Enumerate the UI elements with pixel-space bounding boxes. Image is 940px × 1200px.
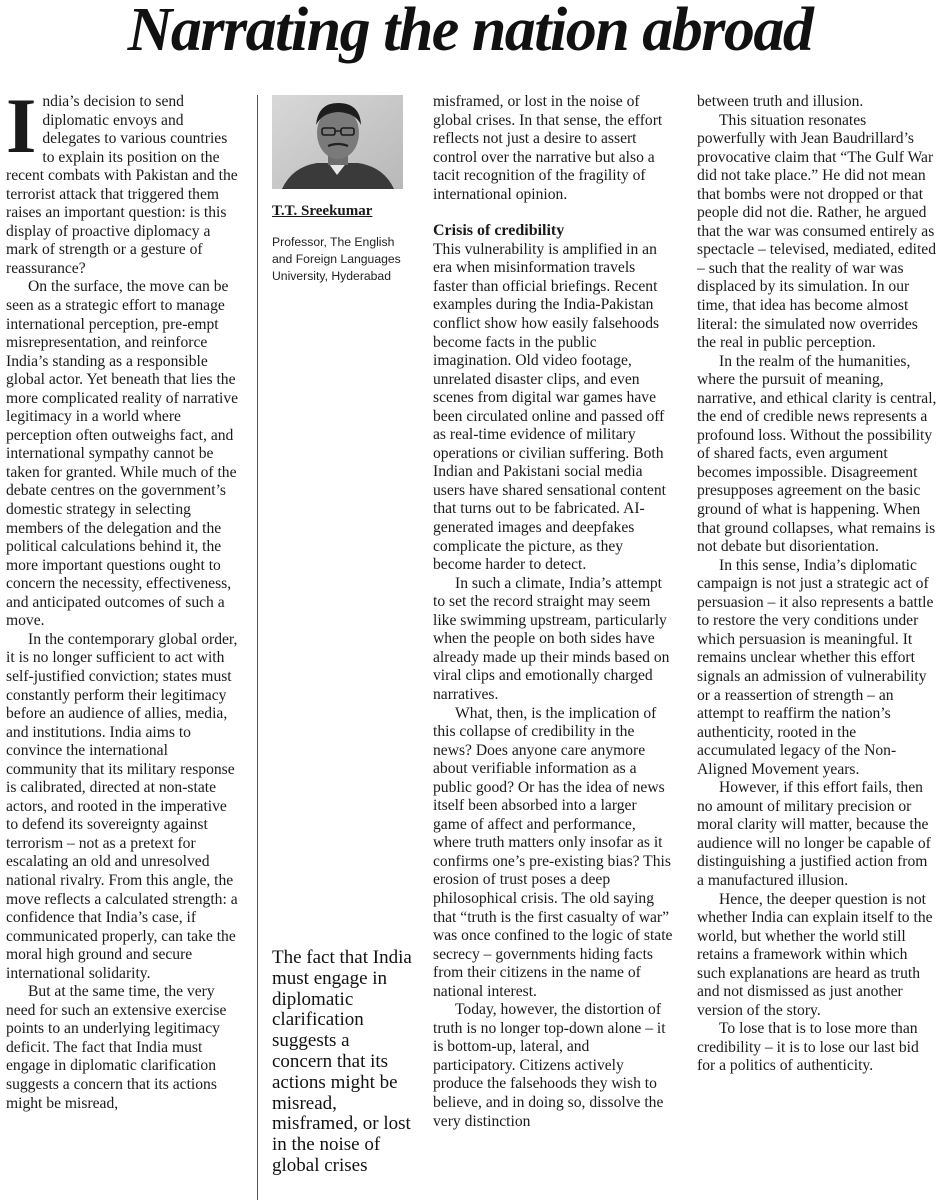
author-name: T.T. Sreekumar <box>272 203 373 219</box>
article-column-3 <box>433 93 673 1200</box>
article-column-4 <box>697 93 937 1200</box>
paragraph: However, if this effort fails, then no amount of military precision or moral clarity will matter, because the audience will no longer be capable of distinguishing a justified action from a manufactured illusion. <box>697 779 931 889</box>
author-role: Professor, The English and Foreign Languages University, Hyderabad <box>272 235 401 283</box>
paragraph: In such a climate, India’s attempt to set the record straight may seem like swimming upstream, particularly when the people on both sides have already made up their minds based on viral clips and emotionally charged narratives. <box>433 574 670 703</box>
column-divider <box>257 95 258 1200</box>
section-subhead: Crisis of credibility <box>433 222 565 240</box>
article-column-1 <box>6 93 242 1200</box>
author-portrait-image <box>272 95 403 189</box>
paragraph: misframed, or lost in the noise of global crises. In that sense, the effort reflects not just a desire to assert control over the narrative but also a tacit recognition of the fragility of international opinion. <box>433 93 663 203</box>
pull-quote: The fact that India must engage in diplomatic clarification suggests a concern that its actions might be misread, misframed, or lost in the noise of global crises <box>272 947 412 1176</box>
paragraph: Hence, the deeper question is not whether India can explain itself to the world, but whether the world still retains a framework within which such explanations are heard as truth and not dismissed as just another version of the story. <box>697 890 933 1019</box>
paragraph: On the surface, the move can be seen as a strategic effort to manage international perception, pre-empt misrepresentation, and reinforce India’s standing as a responsible global actor. Yet beneath that lies the more complicated reality of narrative legitimacy in a world where perception often outweighs fact, and international sympathy cannot be taken for granted. While much of the debate centres on the government’s domestic strategy in selecting members of the delegation and the political calculations behind it, the more important questions ought to concern the necessity, effectiveness, and anticipated outcomes of such a move. <box>6 278 239 630</box>
paragraph: In this sense, India’s diplomatic campaign is not just a strategic act of persuasion – it also represents a battle to restore the very conditions under which persuasion is meaningful. It remains unclear whether this effort signals an admission of vulnerability or a reassertion of strength – an attempt to reaffirm the nation’s authenticity, rooted in the accumulated legacy of the Non-Aligned Movement years. <box>697 556 934 778</box>
paragraph: What, then, is the implication of this collapse of credibility in the news? Does anyone care anymore about verifiable information as a public good? Or has the idea of news itself been absorbed into a larger game of affect and performance, where truth matters only insofar as it confirms one’s pre-existing bias? This erosion of trust poses a deep philosophical crisis. The old saying that “truth is the first casualty of war” was once confined to the logic of state secrecy – governments hiding facts from their citizens in the name of national interest. <box>433 704 673 1000</box>
paragraph: But at the same time, the very need for such an extensive exercise points to an underlying legitimacy deficit. The fact that India must engage in diplomatic clarification suggests a concern that its actions might be misread, <box>6 983 227 1112</box>
paragraph: This vulnerability is amplified in an era when misinformation travels faster than official briefings. Recent examples during the India-Pakistan conflict show how easily falsehoods become facts in the public imagination. Old video footage, unrelated disaster clips, and even scenes from digital war games have been circulated online and passed off as real-time evidence of military operations or civilian suffering. Both Indian and Pakistani social media users have shared sensational content that turns out to be fabricated. AI-generated images and deepfakes complicate the picture, as they become harder to detect. <box>433 240 666 574</box>
paragraph: In the contemporary global order, it is no longer sufficient to act with self-justified conviction; states must constantly perform their legitimacy before an audience of allies, media, and institutions. India aims to convince the international community that its military response is calibrated, directed at non-state actors, and rooted in the imperative to defend its sovereignty against terrorism – not as a pretext for escalating an old and unresolved national rivalry. From this angle, the move reflects a calculated strength: a confidence that India’s case, if communicated properly, can take the moral high ground and secure international solidarity. <box>6 630 238 982</box>
paragraph: Today, however, the distortion of truth is no longer top-down alone – it is bottom-up, lateral, and participatory. Citizens actively produce the falsehoods they wish to believe, and in doing so, dissolve the very distinction <box>433 1001 666 1130</box>
author-photo <box>272 95 403 189</box>
headline: Narrating the nation abroad <box>127 0 813 64</box>
paragraph: between truth and illusion. <box>697 93 864 110</box>
paragraph: In the realm of the humanities, where the pursuit of meaning, narrative, and ethical clarity is central, the end of credible news represents a profound loss. Without the possibility of shared facts, even argument becomes impossible. Disagreement presupposes agreement on the basic ground of what is happening. When that ground collapses, what remains is not debate but disorientation. <box>697 352 937 556</box>
paragraph: To lose that is to lose more than credibility – it is to lose our last bid for a politics of authenticity. <box>697 1020 919 1075</box>
author-panel <box>272 95 412 285</box>
drop-cap: I <box>6 93 37 169</box>
paragraph: This situation resonates powerfully with Jean Baudrillard’s provocative claim that “The Gulf War did not take place.” He did not mean that bombs were not dropped or that people did not die. Rather, he argued that the war was consumed entirely as spectacle – televised, mediated, edited – such that the reality of war was displaced by its simulation. In our time, that idea has become almost literal: the simulated now overrides the real in public perception. <box>697 111 937 352</box>
paragraph: India’s decision to send diplomatic envoys and delegates to various countries to explain its position on the recent combats with Pakistan and the terrorist attack that triggered them raises an important question: is this display of proactive diplomacy a mark of strength or a gesture of reassurance? <box>6 93 238 277</box>
